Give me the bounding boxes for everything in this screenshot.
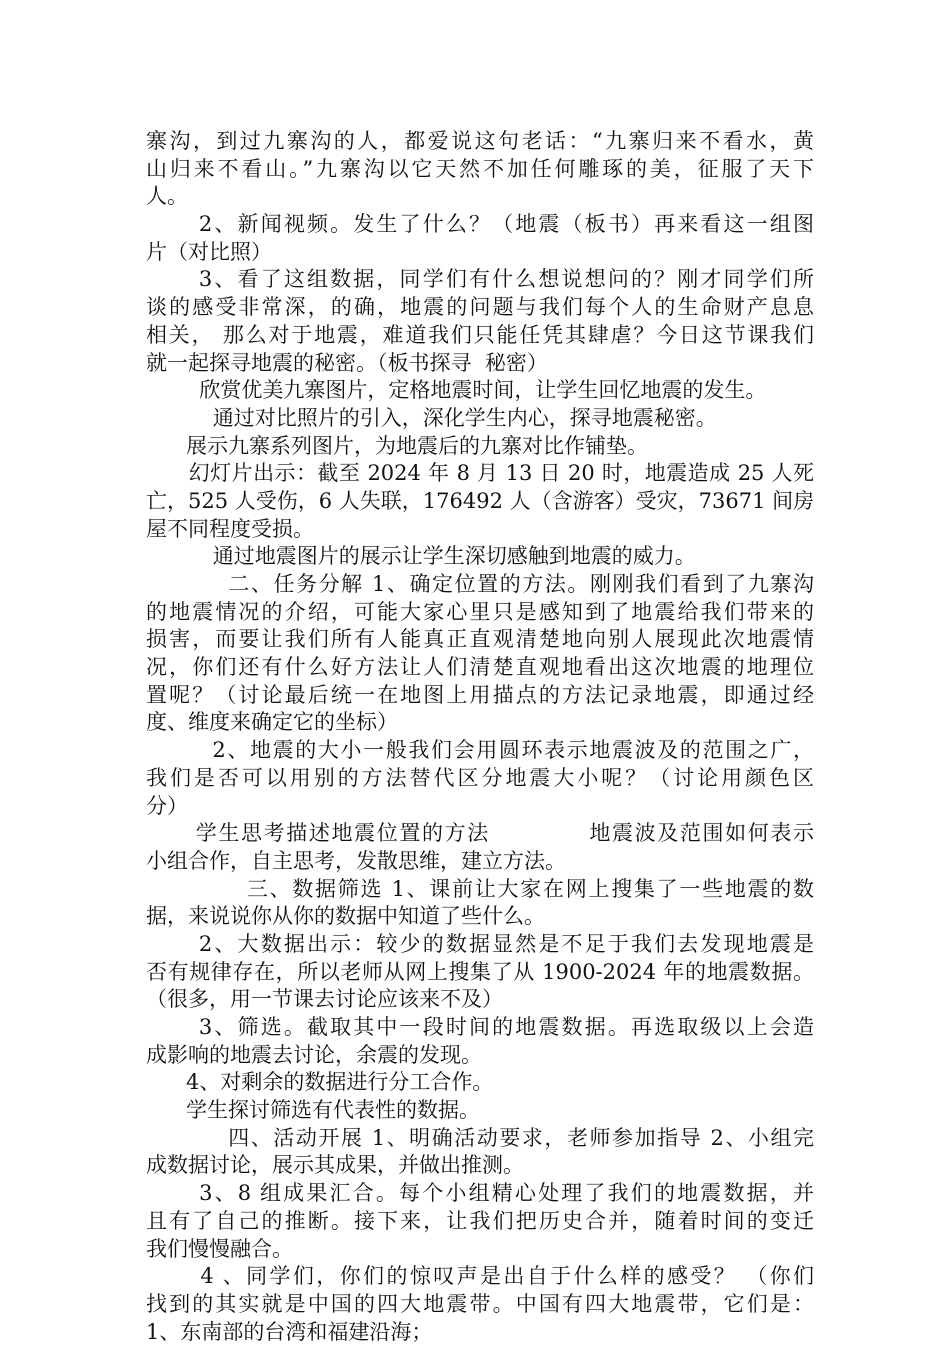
document-body xyxy=(146,128,814,1346)
text-line: 展示九寨系列图片，为地震后的九寨对比作铺垫。 xyxy=(146,433,649,458)
text-line: 4、对剩余的数据进行分工合作。 xyxy=(146,1070,494,1095)
text-line: 四、活动开展 1、明确活动要求，老师参加指导 2、小组完 xyxy=(146,1125,814,1150)
text-line: 小组合作，自主思考，发散思维，建立方法。 xyxy=(146,848,566,873)
text-line: 度、维度来确定它的坐标） xyxy=(146,710,398,735)
text-line: 1、东南部的台湾和福建沿海； xyxy=(146,1319,433,1344)
text-line: 片（对比照） xyxy=(146,239,272,264)
text-line: 2、地震的大小一般我们会用圆环表示地震波及的范围之广， xyxy=(146,738,814,763)
text-line: 学生思考描述地震位置的方法 地震波及范围如何表示 xyxy=(146,821,814,846)
text-line: 找到的其实就是中国的四大地震带。中国有四大地震带，它们是： xyxy=(146,1291,814,1316)
text-line: 3、8 组成果汇合。每个小组精心处理了我们的地震数据，并 xyxy=(146,1181,814,1206)
text-line: 2、大数据出示：较少的数据显然是不足于我们去发现地震是 xyxy=(146,931,814,956)
text-line: 置呢？（讨论最后统一在地图上用描点的方法记录地震，即通过经 xyxy=(146,682,814,707)
text-line: 损害，而要让我们所有人能真正直观清楚地向别人展现此次地震情 xyxy=(146,627,814,652)
text-line: 幻灯片出示：截至 2024 年 8 月 13 日 20 时，地震造成 25 人死 xyxy=(146,461,814,486)
text-line: 人。 xyxy=(146,184,188,209)
text-line: 4 、同学们，你们的惊叹声是出自于什么样的感受？ （你们 xyxy=(146,1264,814,1289)
text-line: 2、新闻视频。发生了什么？（地震（板书）再来看这一组图 xyxy=(146,212,814,237)
text-line: 学生探讨筛选有代表性的数据。 xyxy=(146,1098,481,1123)
text-line: 成数据讨论，展示其成果，并做出推测。 xyxy=(146,1153,524,1178)
text-line: 否有规律存在，所以老师从网上搜集了从 1900-2024 年的地震数据。 xyxy=(146,959,814,984)
text-line: 欣赏优美九寨图片，定格地震时间，让学生回忆地震的发生。 xyxy=(146,378,767,403)
text-line: 通过对比照片的引入，深化学生内心，探寻地震秘密。 xyxy=(146,405,717,430)
text-line: 分） xyxy=(146,793,188,818)
text-line: 亡，525 人受伤，6 人失联，176492 人（含游客）受灾，73671 间房 xyxy=(146,488,815,513)
text-line: 成影响的地震去讨论，余震的发现。 xyxy=(146,1042,482,1067)
text-line: 二、任务分解 1、确定位置的方法。刚刚我们看到了九寨沟 xyxy=(146,572,814,596)
text-line: （很多，用一节课去讨论应该来不及） xyxy=(146,987,503,1012)
text-line: 3、筛选。截取其中一段时间的地震数据。再选取级以上会造 xyxy=(146,1015,814,1039)
text-line: 据，来说说你从你的数据中知道了些什么。 xyxy=(146,904,545,929)
text-line: 我们慢慢融合。 xyxy=(146,1236,293,1261)
text-line: 寨沟，到过九寨沟的人，都爱说这句老话：“九寨归来不看水，黄 xyxy=(146,129,814,153)
text-line: 就一起探寻地震的秘密。（板书探寻 秘密） xyxy=(146,350,548,375)
text-line: 三、数据筛选 1、课前让大家在网上搜集了一些地震的数 xyxy=(146,876,814,901)
text-line: 的地震情况的介绍，可能大家心里只是感知到了地震给我们带来的 xyxy=(146,599,814,624)
text-line: 屋不同程度受损。 xyxy=(146,516,314,541)
text-line: 相关， 那么对于地震，难道我们只能任凭其肆虐？今日这节课我们 xyxy=(146,322,814,347)
text-line: 通过地震图片的展示让学生深切感触到地震的威力。 xyxy=(146,544,696,569)
text-line: 况，你们还有什么好方法让人们清楚直观地看出这次地震的地理位 xyxy=(146,655,814,680)
text-line: 我们是否可以用别的方法替代区分地震大小呢？（讨论用颜色区 xyxy=(146,765,814,790)
text-line: 山归来不看山。”九寨沟以它天然不加任何雕琢的美，征服了天下 xyxy=(146,156,814,181)
text-line: 且有了自己的推断。接下来，让我们把历史合并，随着时间的变迁 xyxy=(146,1208,814,1233)
text-line: 3、看了这组数据，同学们有什么想说想问的？刚才同学们所 xyxy=(146,267,814,292)
text-line: 谈的感受非常深，的确，地震的问题与我们每个人的生命财产息息 xyxy=(146,295,814,320)
